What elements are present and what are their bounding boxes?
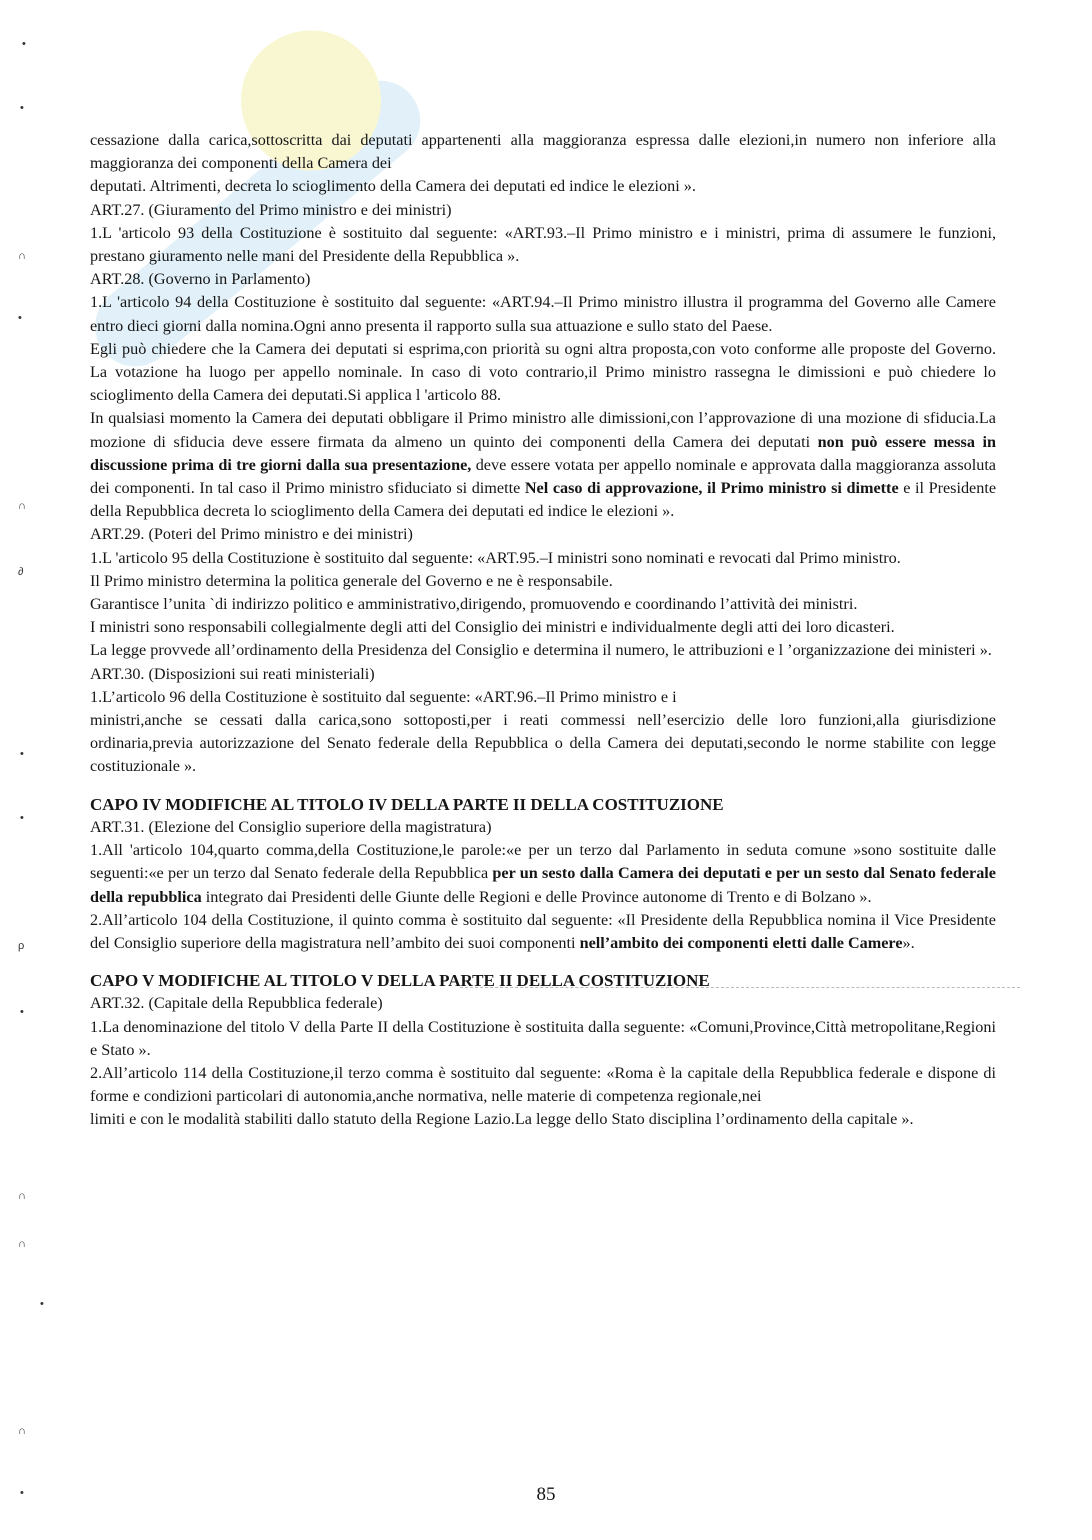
text-run: Il Primo ministro determina la politica generale del Governo e ne è responsabile. (90, 571, 613, 590)
paragraph (90, 268, 996, 291)
paragraph (90, 616, 996, 639)
text-run: limiti e con le modalità stabiliti dallo statuto della Regione Lazio.La legge dello Stato disciplina l’ordinamento della capitale ». (90, 1110, 914, 1129)
bold-text: non può essere messa in discussione prima di tre giorni dalla sua presentazione, (90, 432, 996, 474)
text-run: 1.L 'articolo 93 della Costituzione è sostituito dal seguente: «ART.93.–Il Primo ministro e i ministri, prima di assumere le funzioni, prestano giuramento nelle mani del Presidente della Repubblica ». (90, 223, 996, 266)
paragraph (90, 593, 996, 616)
paragraph (90, 199, 996, 222)
section-heading (90, 793, 996, 816)
text-run: ART.27. (Giuramento del Primo ministro e dei ministri) (90, 200, 452, 219)
text-run: ». (902, 933, 915, 952)
paragraph (90, 1016, 996, 1062)
paragraph (90, 570, 996, 593)
paragraph (90, 686, 996, 709)
paragraph (90, 547, 996, 570)
text-run: 1.L 'articolo 94 della Costituzione è sostituito dal seguente: «ART.94.–Il Primo ministro illustra il programma del Governo alle Camere entro dieci giorni dalla nomina.Ogni anno presenta il rapporto sulla sua attuazione e sullo stato del Paese. (90, 293, 996, 335)
text-run: e il Presidente della Repubblica decreta lo scioglimento della Camera dei deputati ed indice le elezioni ». (90, 479, 996, 521)
text-run: I ministri sono responsabili collegialmente degli atti del Consiglio dei ministri e individualmente degli atti dei loro dicasteri. (90, 618, 895, 637)
text-run: ART.31. (Elezione del Consiglio superiore della magistratura) (90, 817, 492, 836)
text-run: 1.La denominazione del titolo V della Parte II della Costituzione è sostituita dalla seguente: «Comuni,Province,Città metropolitane,Regioni e Stato ». (90, 1017, 996, 1059)
text-run: deve essere votata per appello nominale e approvata dalla maggioranza assoluta dei componenti. In tal caso il Primo ministro sfiduciato si dimette (90, 455, 996, 498)
paragraph (90, 1108, 996, 1131)
text-run: ART.28. (Governo in Parlamento) (90, 270, 311, 289)
paragraph (90, 407, 996, 523)
text-run: ministri,anche se cessati dalla carica,sono sottoposti,per i reati commessi nell’esercizio delle loro funzioni,alla giurisdizione ordinaria,previa autorizzazione del Senato federale della Repubblica o della Camera dei deputati,secondo le norme stabilite con legge costituzionale ». (90, 711, 996, 776)
text-run: Egli può chiedere che la Camera dei deputati si esprima,con priorità su ogni altra proposta,con voto conforme alle proposte del Governo. La votazione ha luogo per appello nominale. In caso di voto contrario,il Primo ministro rassegna le dimissioni e può chiedere lo scioglimento della Camera dei deputati.Si applica l 'articolo 88. (90, 339, 996, 405)
paragraph (90, 663, 996, 686)
text-run: In qualsiasi momento la Camera dei deputati obbligare il Primo ministro alle dimissioni,con l’approvazione di una mozione di sfiducia.La mozione di sfiducia deve essere firmata da almeno un quinto dei componenti della Camera dei deputati (90, 409, 996, 451)
paragraph (90, 523, 996, 546)
bold-text: nell’ambito dei componenti eletti dalle Camere (579, 933, 903, 952)
text-run: cessazione dalla carica,sottoscritta dai deputati appartenenti alla maggioranza espressa dalle elezioni,in numero non inferiore alla maggioranza dei componenti della Camera dei (90, 131, 996, 173)
paragraph (90, 816, 996, 839)
paragraph (90, 709, 996, 779)
paragraph (90, 175, 996, 198)
text-run: ART.30. (Disposizioni sui reati ministeriali) (90, 664, 375, 683)
text-run: CAPO V MODIFICHE AL TITOLO V DELLA PARTE II DELLA COSTITUZIONE (90, 971, 710, 991)
text-run: ART.29. (Poteri del Primo ministro e dei ministri) (90, 525, 413, 544)
text-run: 1.L’articolo 96 della Costituzione è sostituito dal seguente: «ART.96.–Il Primo ministro e i (90, 687, 677, 706)
text-run: ART.32. (Capitale della Repubblica federale) (90, 994, 383, 1013)
paragraph (90, 909, 996, 955)
text-run: CAPO IV MODIFICHE AL TITOLO IV DELLA PARTE II DELLA COSTITUZIONE (90, 794, 724, 814)
text-run: 2.All’articolo 114 della Costituzione,il terzo comma è sostituito dal seguente: «Roma è la capitale della Repubblica federale e dispone di forme e condizioni particolari di autonomia,anche normativa, nelle materie di competenza regionale,nei (90, 1063, 996, 1106)
document-body (90, 129, 996, 1132)
text-run: 1.All 'articolo 104,quarto comma,della Costituzione,le parole:«e per un terzo dal Parlamento in seduta comune »sono sostituite dalle seguenti:«e per un terzo dal Senato federale della Repubblica (90, 841, 996, 883)
paragraph (90, 639, 996, 662)
bold-text: per un sesto dalla Camera dei deputati e per un sesto dal Senato federale della repubblica (90, 864, 996, 906)
paragraph (90, 222, 996, 268)
bold-text: Nel caso di approvazione, il Primo ministro si dimette (524, 479, 899, 498)
text-run: La legge provvede all’ordinamento della Presidenza del Consiglio e determina il numero, le attribuzioni e l ’organizzazione dei ministeri ». (90, 641, 992, 660)
text-run: Garantisce l’unita `di indirizzo politico e amministrativo,dirigendo, promuovendo e coordinando l’attività dei ministri. (90, 595, 858, 614)
text-run: deputati. Altrimenti, decreta lo scioglimento della Camera dei deputati ed indice le elezioni ». (90, 177, 696, 196)
paragraph (90, 338, 996, 408)
paragraph (90, 839, 996, 909)
text-run: integrato dai Presidenti delle Giunte delle Regioni e delle Province autonome di Trento e di Bolzano ». (201, 887, 872, 906)
paragraph (90, 129, 996, 175)
paragraph (90, 291, 996, 337)
section-gap (90, 955, 996, 969)
section-heading (90, 969, 996, 992)
section-gap (90, 779, 996, 793)
paragraph (90, 992, 996, 1015)
text-run: 2.All’articolo 104 della Costituzione, il quinto comma è sostituito dal seguente: «Il Presidente della Repubblica nomina il Vice Presidente del Consiglio superiore della magistratura nell’ambito dei suoi componenti (90, 910, 996, 952)
paragraph (90, 1062, 996, 1108)
page-number: 85 (536, 1484, 556, 1505)
text-run: 1.L 'articolo 95 della Costituzione è sostituito dal seguente: «ART.95.–I ministri sono nominati e revocati dal Primo ministro. (90, 548, 901, 567)
